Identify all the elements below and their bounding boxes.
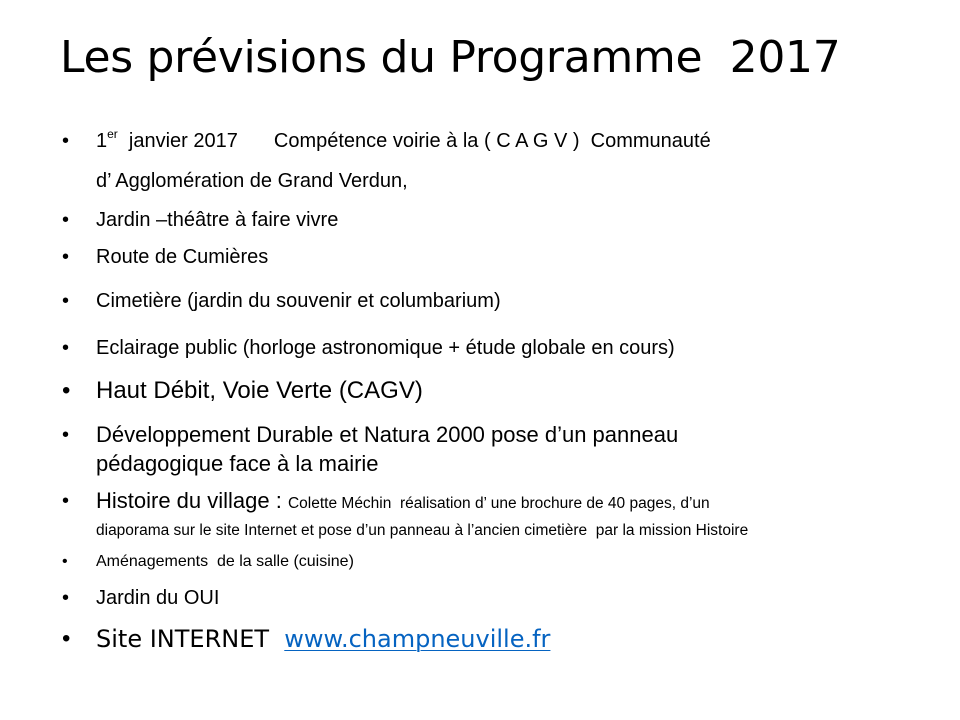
bullet-dot: •	[62, 553, 68, 570]
bullet-text-line2: d’ Agglomération de Grand Verdun,	[96, 170, 408, 192]
bullet-dot: •	[62, 290, 70, 312]
slide-title: Les prévisions du Programme 2017	[60, 32, 841, 83]
bullet-text: Route de Cumières	[96, 246, 269, 268]
bullet-text-line1: Développement Durable et Natura 2000 pose d’un panneau	[96, 422, 679, 447]
histoire-detail: Colette Méchin réalisation d’ une brochure de 40 pages, d’un	[287, 495, 710, 512]
bullet-dot: •	[62, 587, 70, 609]
bullet-text: Eclairage public (horloge astronomique + étude globale en cours)	[96, 337, 675, 359]
date-text: janvier 2017	[117, 130, 238, 152]
bullet-text: Cimetière (jardin du souvenir et columbarium)	[96, 290, 501, 312]
bullet-dot: •	[62, 490, 70, 512]
bullet-text	[96, 624, 916, 654]
bullet-text	[96, 126, 916, 156]
date-superscript: er	[107, 127, 118, 141]
bullet-dot: •	[62, 209, 70, 231]
website-link[interactable]: www.champneuville.fr	[284, 625, 551, 653]
bullet-text: Aménagements de la salle (cuisine)	[96, 553, 354, 570]
bullet-text: Jardin –théâtre à faire vivre	[96, 209, 339, 231]
bullet-text-line2: pédagogique face à la mairie	[96, 451, 379, 476]
bullet-text: Haut Débit, Voie Verte (CAGV)	[96, 377, 423, 404]
date-number: 1	[96, 130, 108, 152]
bullet-dot: •	[62, 246, 70, 268]
bullet-dot: •	[62, 377, 71, 404]
histoire-lead: Histoire du village :	[96, 488, 288, 513]
bullet-dot: •	[62, 424, 70, 446]
bullet-text: Jardin du OUI	[96, 587, 220, 609]
bullet-text-line2: diaporama sur le site Internet et pose d’un panneau à l’ancien cimetière par la mission Histoire	[96, 522, 749, 539]
bullet-text-line1	[96, 486, 916, 519]
bullet-text-line1: Compétence voirie à la ( C A G V ) Communauté	[273, 130, 711, 152]
site-label: Site INTERNET	[96, 625, 285, 653]
bullet-dot: •	[62, 130, 70, 152]
bullet-dot: •	[62, 337, 70, 359]
bullet-dot: •	[62, 625, 71, 652]
